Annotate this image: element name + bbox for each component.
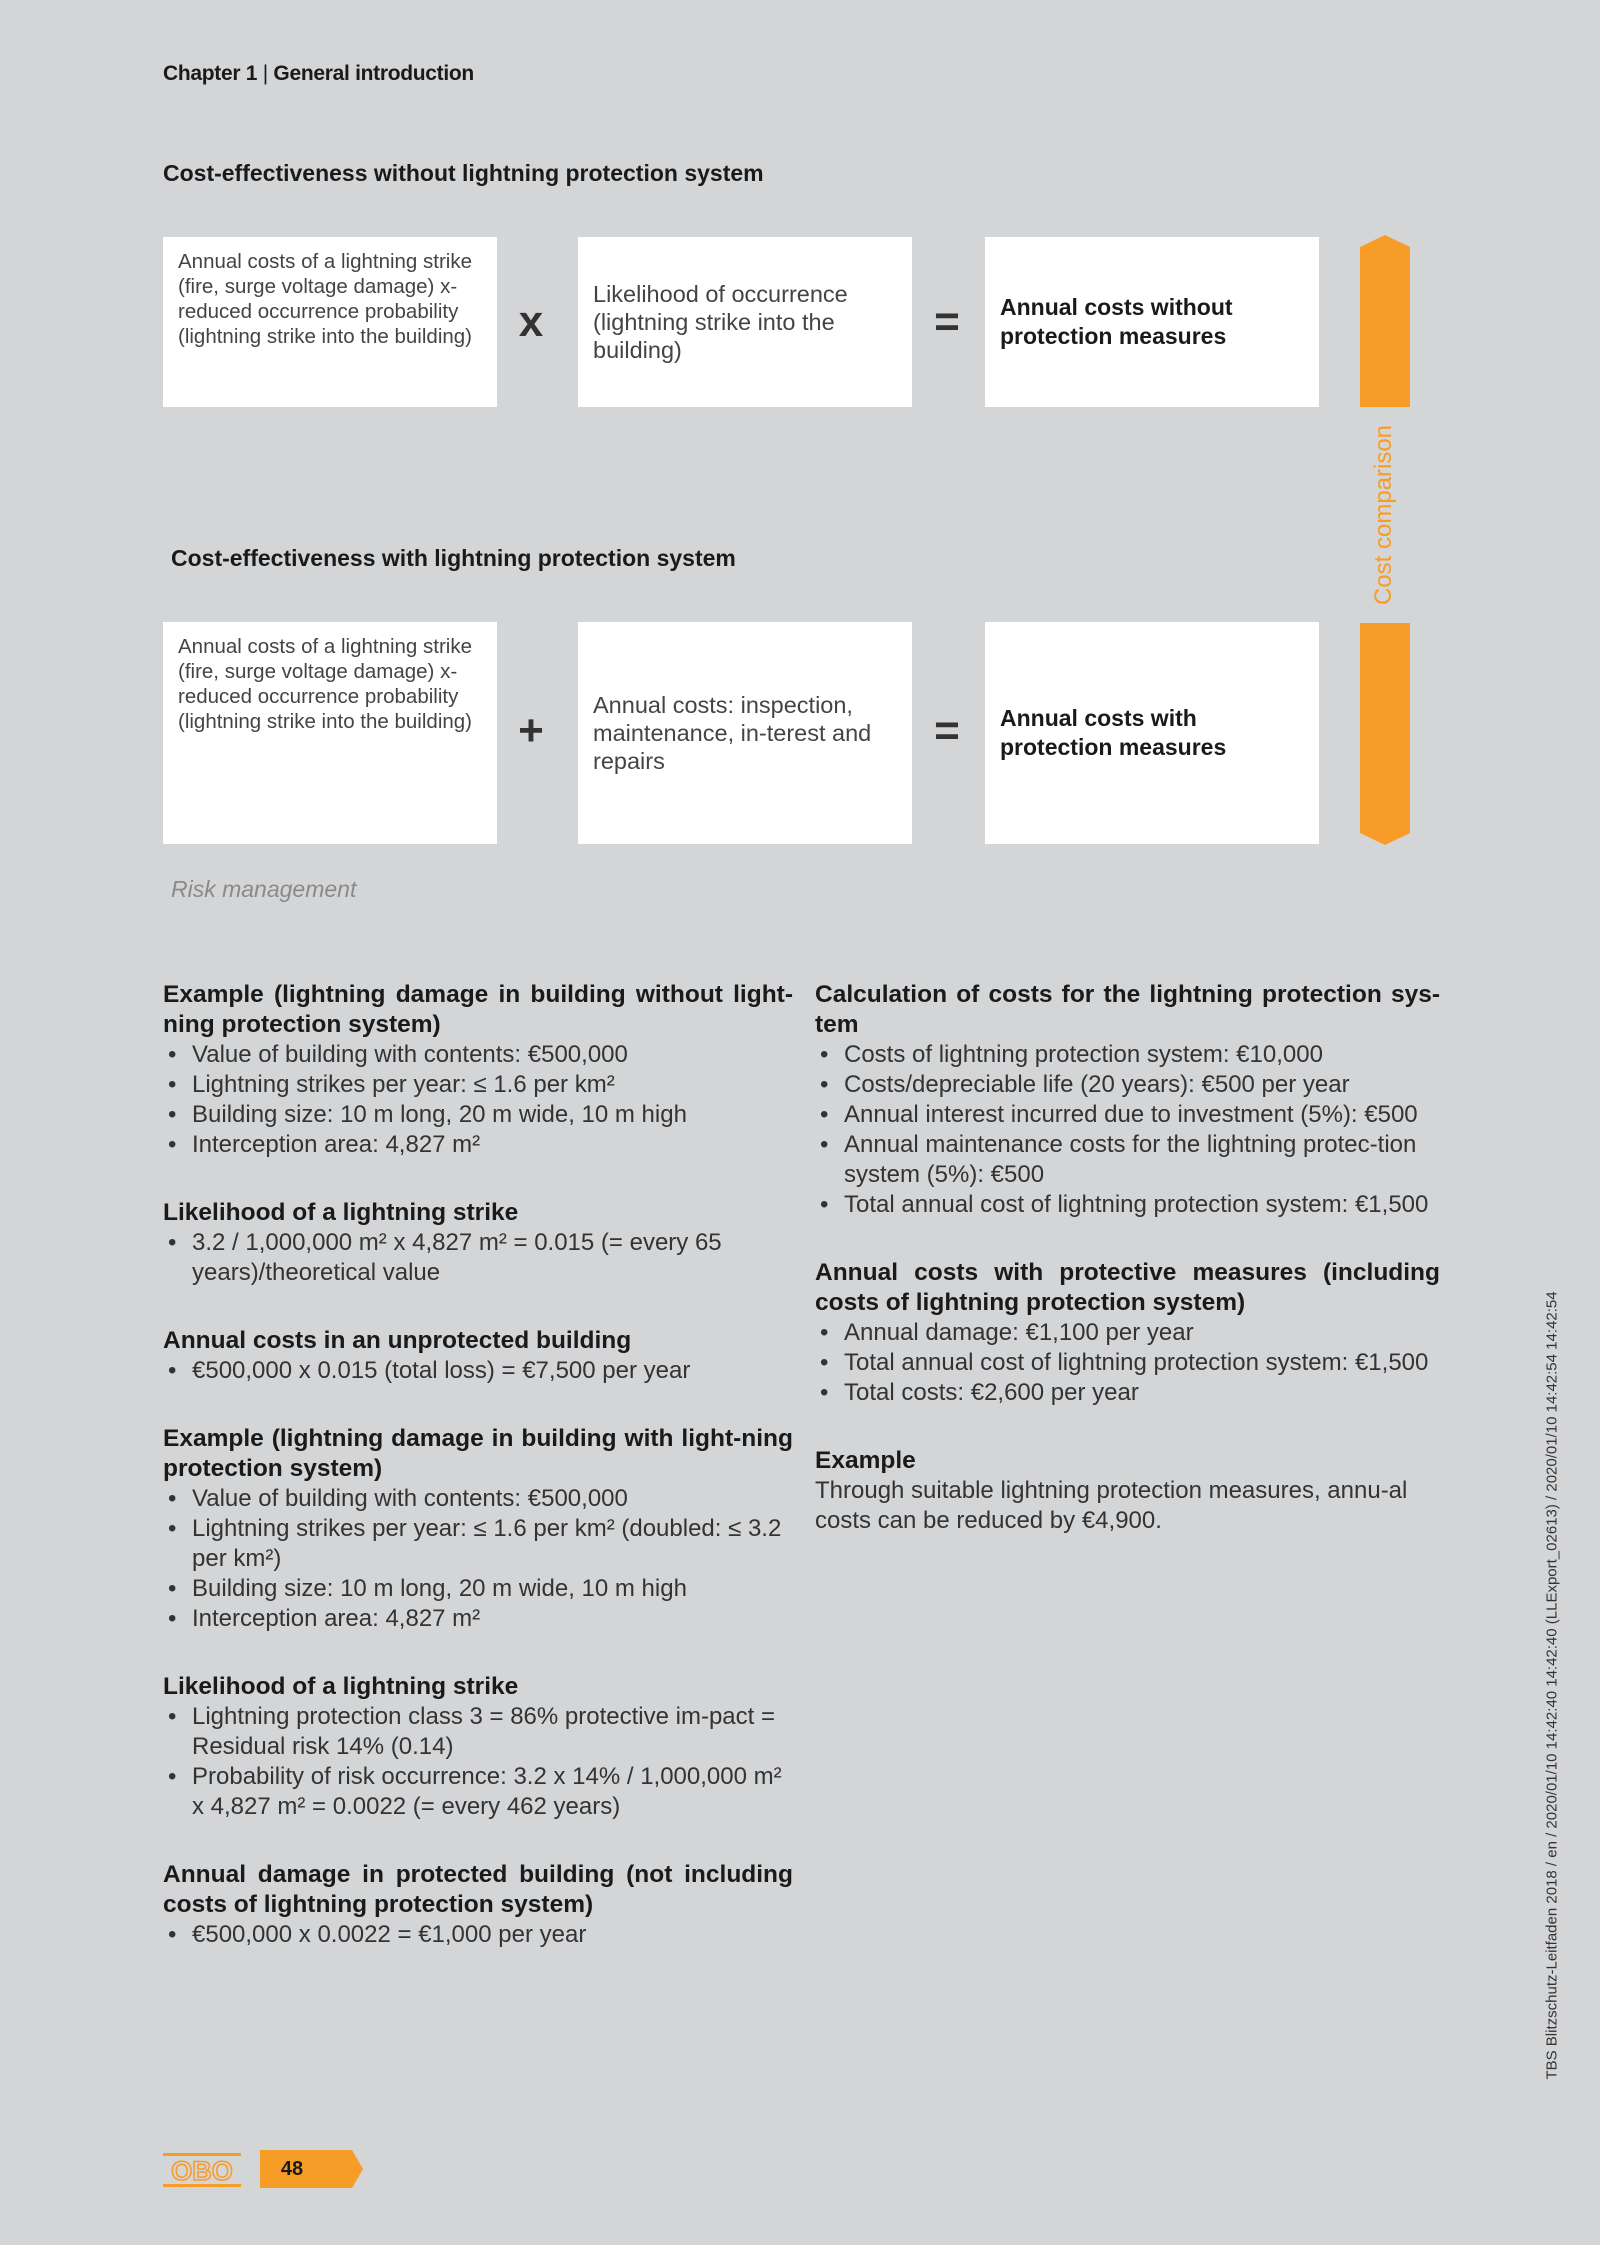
row1-result-text: Annual costs without protection measures [1000,294,1233,349]
side-metadata [1540,1270,1564,2100]
comparison-arrow-bottom [1360,623,1410,845]
row2-result-text: Annual costs with protection measures [1000,705,1227,760]
unprotected-costs-section [163,1326,793,1386]
row2-box-costs: Annual costs of a lightning strike (fire, surge voltage damage) x-reduced occurrence probability (lightning strike into the building) [163,622,497,844]
row1-multiply-operator: x [518,297,544,346]
bullet-list [163,1920,793,1950]
obo-logo [163,2153,241,2187]
example-without-section [163,980,793,1160]
list-item: • Building size: 10 m long, 20 m wide, 10 m high [163,1100,793,1130]
list-item: • Total annual cost of lightning protection system: €1,500 [815,1190,1440,1220]
list-item: • Costs of lightning protection system: €10,000 [815,1040,1440,1070]
bullet-list [163,1228,793,1288]
row1-equals-operator: = [934,297,960,346]
side-metadata-text: TBS Blitzschutz-Leitfaden 2018 / en / 2020/01/10 14:42:40 14:42:40 (LLExport_02613) / 2020/01/10 14:42:54 14:42:54 [1543,1290,1561,2080]
likelihood-protected-section [163,1672,793,1822]
list-item: • Interception area: 4,827 m² [163,1130,793,1160]
list-item: • Total annual cost of lightning protection system: €1,500 [815,1348,1440,1378]
list-item: • Interception area: 4,827 m² [163,1604,793,1634]
diagram-title-with: Cost-effectiveness with lightning protection system [171,545,736,571]
example-with-section [163,1424,793,1634]
section-title: Likelihood of a lightning strike [163,1673,519,1700]
section-title: Example (lightning damage in building with light-ning protection system) [163,1425,793,1482]
list-item: • Probability of risk occurrence: 3.2 x 14% / 1,000,000 m² x 4,827 m² = 0.0022 (= every 462 years) [163,1762,793,1822]
list-item: • Lightning strikes per year: ≤ 1.6 per km² [163,1070,793,1100]
logo-text: OBO [171,2156,233,2186]
right-column [815,980,1440,1574]
bullet-list [163,1702,793,1822]
lps-costs-section [815,980,1440,1220]
list-item: • Total costs: €2,600 per year [815,1378,1440,1408]
section-title: Annual damage in protected building (not including costs of lightning protection system) [163,1861,793,1918]
list-item: • €500,000 x 0.0022 = €1,000 per year [163,1920,793,1950]
list-item: • Lightning protection class 3 = 86% protective im-pact = Residual risk 14% (0.14) [163,1702,793,1762]
section-title: Example (lightning damage in building without light-ning protection system) [163,981,793,1038]
section-title: Example [815,1447,916,1474]
page-number: 48 [280,2158,304,2180]
diagram-title-without: Cost-effectiveness without lightning protection system [163,160,764,186]
chapter-section: General introduction [273,62,474,85]
example-summary-text: Through suitable lightning protection measures, annu-al costs can be reduced by €4,900. [815,1477,1408,1534]
list-item: • Costs/depreciable life (20 years): €500 per year [815,1070,1440,1100]
list-item: • €500,000 x 0.015 (total loss) = €7,500 per year [163,1356,793,1386]
left-column [163,980,793,1988]
list-item: • Value of building with contents: €500,000 [163,1040,793,1070]
row1-box-likelihood-text: Likelihood of occurrence (lightning strike into the building) [593,281,848,363]
protective-measures-section [815,1258,1440,1408]
section-title: Calculation of costs for the lightning protection sys-tem [815,981,1440,1038]
chapter-number: Chapter 1 [163,62,258,85]
bullet-list [163,1040,793,1160]
bullet-list [163,1356,793,1386]
row2-box-annual-costs [578,622,912,844]
row1-result-box [985,237,1319,407]
annual-damage-protected-section [163,1860,793,1950]
chapter-header [163,62,474,86]
list-item: • Value of building with contents: €500,000 [163,1484,793,1514]
list-item: • Annual maintenance costs for the lightning protec-tion system (5%): €500 [815,1130,1440,1190]
bullet-list [815,1318,1440,1408]
list-item: • Annual damage: €1,100 per year [815,1318,1440,1348]
comparison-arrow-top [1360,235,1410,407]
row1-box-costs: Annual costs of a lightning strike (fire, surge voltage damage) x-reduced occurrence probability (lightning strike into the building) [163,237,497,407]
row2-plus-operator: + [518,706,544,755]
row2-box-annual-costs-text: Annual costs: inspection, maintenance, in-terest and repairs [593,692,872,774]
list-item: • 3.2 / 1,000,000 m² x 4,827 m² = 0.015 (= every 65 years)/theoretical value [163,1228,793,1288]
cost-comparison-label-text: Cost comparison [1370,424,1398,606]
bullet-list [815,1040,1440,1220]
list-item: • Annual interest incurred due to investment (5%): €500 [815,1100,1440,1130]
row2-equals-operator: = [934,706,960,755]
diagram-caption: Risk management [171,876,357,902]
row2-result-box [985,622,1319,844]
list-item: • Building size: 10 m long, 20 m wide, 10 m high [163,1574,793,1604]
section-title: Likelihood of a lightning strike [163,1199,519,1226]
row1-box-likelihood [578,237,912,407]
section-title: Annual costs with protective measures (including costs of lightning protection system) [815,1259,1440,1316]
section-title: Annual costs in an unprotected building [163,1327,632,1354]
likelihood-section [163,1198,793,1288]
cost-comparison-label [1359,420,1409,610]
list-item: • Lightning strikes per year: ≤ 1.6 per km² (doubled: ≤ 3.2 per km²) [163,1514,793,1574]
chapter-separator: | [262,62,268,85]
bullet-list [163,1484,793,1634]
example-summary-section [815,1446,1440,1536]
